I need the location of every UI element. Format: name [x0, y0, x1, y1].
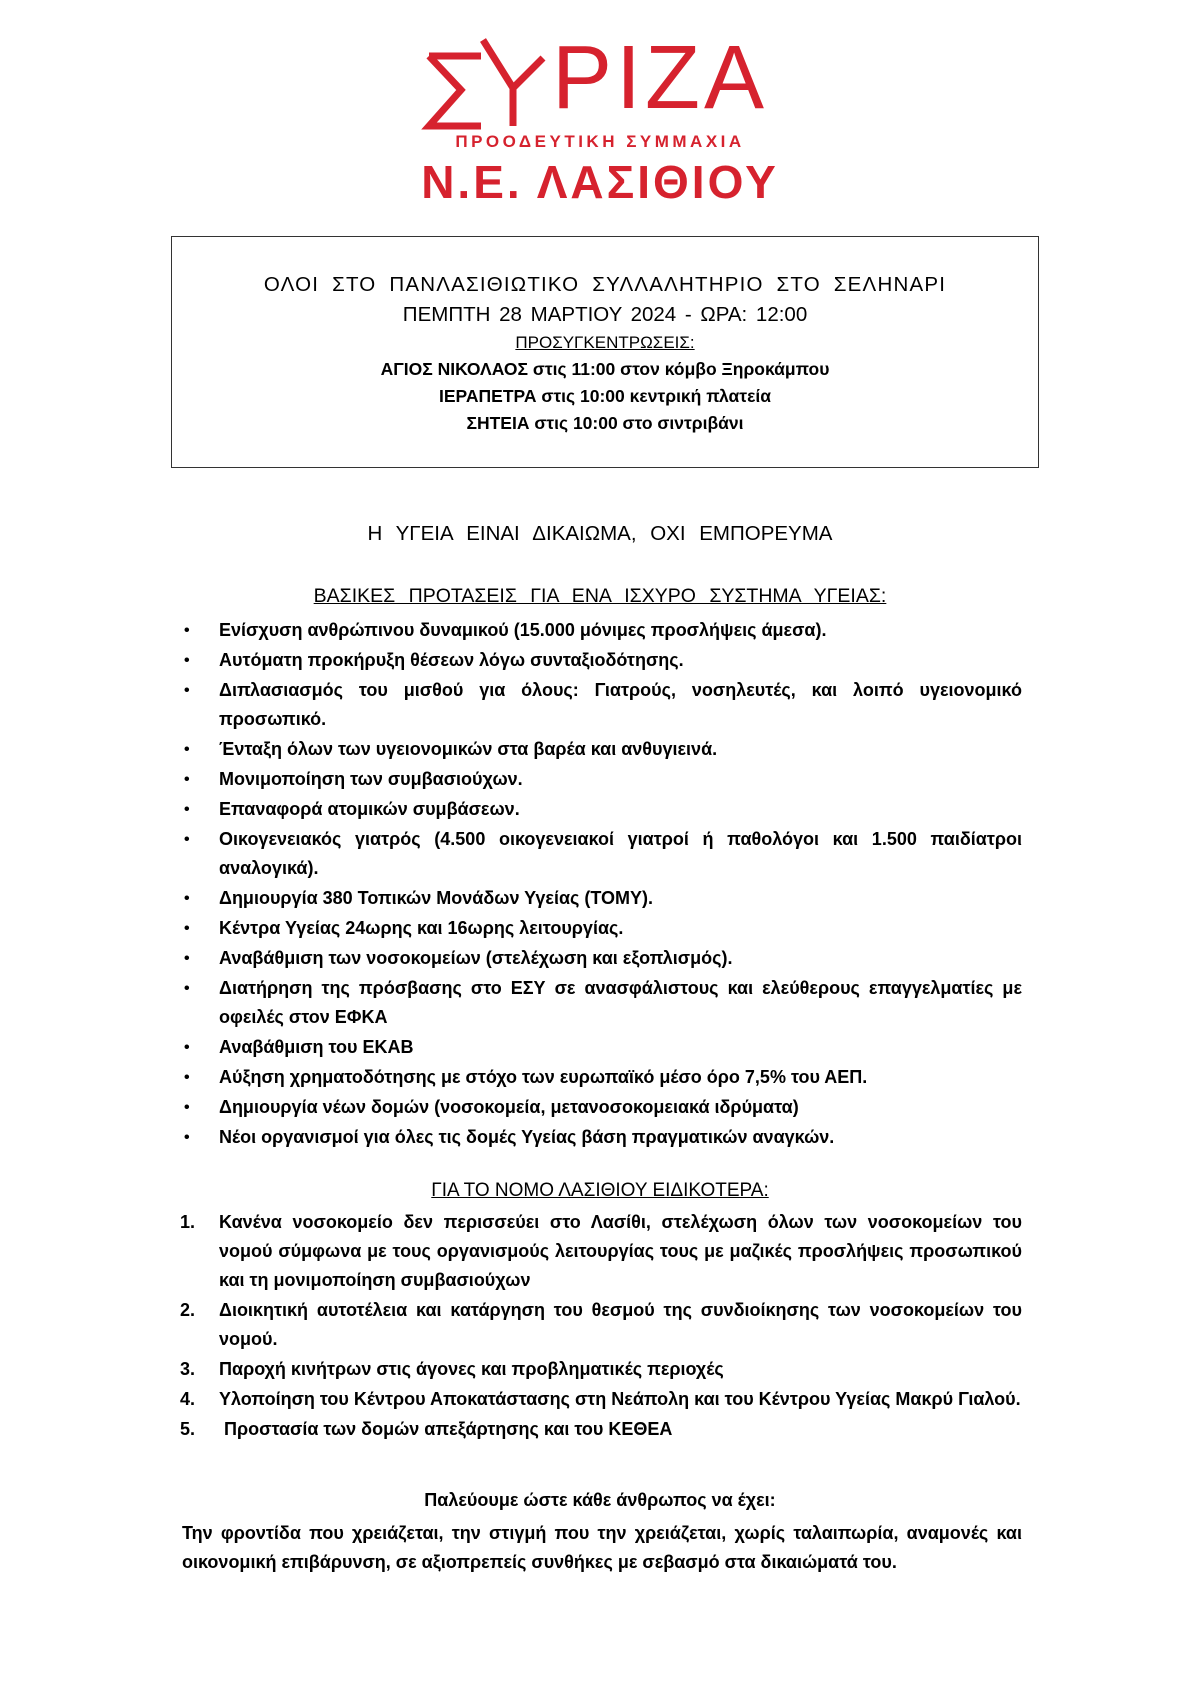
event-box	[171, 236, 1039, 468]
bullet-icon: •	[184, 1069, 190, 1086]
list-item: 5. Προστασία των δομών απεξάρτησης και του ΚΕΘΕΑ	[180, 1415, 1022, 1444]
bullet-icon: •	[184, 652, 190, 669]
event-date-time: ΠΕΜΠΤΗ 28 ΜΑΡΤΙΟΥ 2024 - ΩΡΑ: 12:00	[402, 303, 808, 326]
list-item: • Νέοι οργανισμοί για όλες τις δομές Υγείας βάση πραγματικών αναγκών.	[180, 1123, 1022, 1152]
list-item: 3. Παροχή κινήτρων στις άγονες και προβληματικές περιοχές	[180, 1355, 1022, 1384]
closing-title: Παλεύουμε ώστε κάθε άνθρωπος να έχει:	[424, 1490, 776, 1510]
list-item: • Διατήρηση της πρόσβασης στο ΕΣΥ σε ανασφάλιστους και ελεύθερους επαγγελματίες με οφειλές στον ΕΦΚΑ	[180, 974, 1022, 1032]
party-logo	[0, 28, 1200, 208]
bullet-icon: •	[184, 1039, 190, 1056]
item-number: 3.	[180, 1359, 196, 1379]
bullet-icon: •	[184, 831, 190, 848]
logo-wordmark-text: ΡΙΖΑ	[552, 28, 769, 128]
item-number: 4.	[180, 1389, 196, 1409]
list-item: 4. Υλοποίηση του Κέντρου Αποκατάστασης στη Νεάπολη και του Κέντρου Υγείας Μακρύ Γιαλού.	[180, 1385, 1022, 1414]
list-item: • Μονιμοποίηση των συμβασιούχων.	[180, 765, 1022, 794]
bullet-icon: •	[184, 682, 190, 699]
bullet-icon: •	[184, 1099, 190, 1116]
item-number: 5.	[180, 1419, 196, 1439]
bullet-icon: •	[184, 801, 190, 818]
closing-text: Την φροντίδα που χρειάζεται, την στιγμή που την χρειάζεται, χωρίς ταλαιπωρία, αναμονές και οικονομική επιβάρυνση, σε αξιοπρεπείς συνθήκες με σεβασμό στα δικαιώματά του.	[182, 1523, 1022, 1572]
list-item: 1. Κανένα νοσοκομείο δεν περισσεύει στο Λασίθι, στελέχωση όλων των νοσοκομείων του νομού σύμφωνα με τους οργανισμούς λειτουργίας τους με μαζικές προσλήψεις προσωπικού και τη μονιμοποίηση συμβασιούχων	[180, 1208, 1022, 1295]
slogan-heading: Η ΥΓΕΙΑ ΕΙΝΑΙ ΔΙΚΑΙΩΜΑ, ΟΧΙ ΕΜΠΟΡΕΥΜΑ	[367, 522, 833, 545]
item-number: 2.	[180, 1300, 196, 1320]
list-item: • Ενίσχυση ανθρώπινου δυναμικού (15.000 μόνιμες προσλήψεις άμεσα).	[180, 616, 1022, 645]
gathering-ierapetra: ΙΕΡΑΠΕΤΡΑ στις 10:00 κεντρική πλατεία	[438, 386, 771, 406]
lasithi-heading: ΓΙΑ ΤΟ ΝΟΜΟ ΛΑΣΙΘΙΟΥ ΕΙΔΙΚΟΤΕΡΑ:	[431, 1180, 769, 1201]
list-item: • Αυτόματη προκήρυξη θέσεων λόγω συνταξιοδότησης.	[180, 646, 1022, 675]
gathering-siteia: ΣΗΤΕΙΑ στις 10:00 στο σιντριβάνι	[466, 413, 744, 433]
logo-subtitle: ΠΡΟΟΔΕΥΤΙΚΗ ΣΥΜΜΑΧΙΑ	[455, 132, 745, 151]
bullet-icon: •	[184, 1129, 190, 1146]
list-item: • Δημιουργία νέων δομών (νοσοκομεία, μετανοσοκομειακά ιδρύματα)	[180, 1093, 1022, 1122]
gathering-agios-nikolaos: ΑΓΙΟΣ ΝΙΚΟΛΑΟΣ στις 11:00 στον κόμβο Ξηροκάμπου	[380, 359, 830, 379]
proposals-heading: ΒΑΣΙΚΕΣ ΠΡΟΤΑΣΕΙΣ ΓΙΑ ΕΝΑ ΙΣΧΥΡΟ ΣΥΣΤΗΜΑ ΥΓΕΙΑΣ:	[313, 585, 887, 607]
item-number: 1.	[180, 1212, 196, 1232]
event-title: ΟΛΟΙ ΣΤΟ ΠΑΝΛΑΣΙΘΙΩΤΙΚΟ ΣΥΛΛΑΛΗΤΗΡΙΟ ΣΤΟ ΣΕΛΗΝΑΡΙ	[263, 273, 947, 296]
list-item: • Αύξηση χρηματοδότησης με στόχο των ευρωπαϊκό μέσο όρο 7,5% του ΑΕΠ.	[180, 1063, 1022, 1092]
bullet-icon: •	[184, 771, 190, 788]
bullet-icon: •	[184, 980, 190, 997]
list-item: • Κέντρα Υγείας 24ωρης και 16ωρης λειτουργίας.	[180, 914, 1022, 943]
list-item: • Οικογενειακός γιατρός (4.500 οικογενειακοί γιατροί ή παθολόγοι και 1.500 παιδίατροι αναλογικά).	[180, 825, 1022, 883]
list-item: • Επαναφορά ατομικών συμβάσεων.	[180, 795, 1022, 824]
logo-branch: Ν.Ε. ΛΑΣΙΘΙΟΥ	[421, 156, 779, 208]
list-item: • Ένταξη όλων των υγειονομικών στα βαρέα και ανθυγιεινά.	[180, 735, 1022, 764]
bullet-icon: •	[184, 920, 190, 937]
bullet-icon: •	[184, 890, 190, 907]
bullet-icon: •	[184, 741, 190, 758]
list-item: • Αναβάθμιση των νοσοκομείων (στελέχωση και εξοπλισμός).	[180, 944, 1022, 973]
list-item: • Αναβάθμιση του ΕΚΑΒ	[180, 1033, 1022, 1062]
list-item: • Δημιουργία 380 Τοπικών Μονάδων Υγείας (ΤΟΜΥ).	[180, 884, 1022, 913]
bullet-icon: •	[184, 950, 190, 967]
list-item: • Διπλασιασμός του μισθού για όλους: Γιατρούς, νοσηλευτές, και λοιπό υγειονομικό προσωπικό.	[180, 676, 1022, 734]
lasithi-list	[180, 1208, 1022, 1445]
gatherings-label: ΠΡΟΣΥΓΚΕΝΤΡΩΣΕΙΣ:	[515, 333, 695, 352]
list-item: 2. Διοικητική αυτοτέλεια και κατάργηση του θεσμού της συνδιοίκησης των νοσοκομείων του νομού.	[180, 1296, 1022, 1354]
bullet-icon: •	[184, 622, 190, 639]
proposals-list	[180, 616, 1022, 1153]
